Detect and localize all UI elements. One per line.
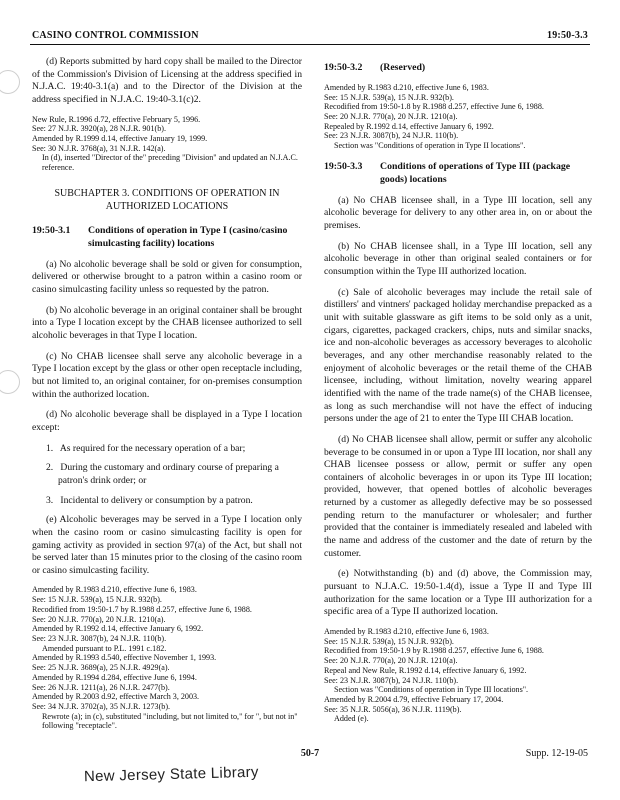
paragraph-b: (b) No CHAB licensee shall, in a Type III location, sell any alcoholic beverage in other than original sealed containers or for consumption within the Type III authorized location. <box>324 240 592 277</box>
history-line: See: 35 N.J.R. 5056(a), 36 N.J.R. 1119(b). <box>324 704 462 714</box>
punch-hole-mark <box>0 370 20 394</box>
paragraph-a: (a) No alcoholic beverage shall be sold or given for consumption, delivered or otherwise brought to a patron within a casino room or casino simulcasting facility unless so requested by the patron. <box>32 258 302 295</box>
section-title: (Reserved) <box>380 62 426 73</box>
history-line: Amended by R.2003 d.92, effective March 3, 2003. <box>32 692 200 702</box>
history-line: See: 15 N.J.R. 539(a), 15 N.J.R. 932(b). <box>324 636 454 646</box>
history-note-3 <box>324 83 592 151</box>
library-stamp: New Jersey State Library <box>83 763 259 786</box>
history-line: New Rule, R.1996 d.72, effective February 5, 1996. <box>32 114 201 124</box>
history-line: Amended by R.1992 d.14, effective January 6, 1992. <box>32 624 204 634</box>
history-line: Amended by R.1999 d.14, effective January 19, 1999. <box>32 134 208 144</box>
history-line: See: 15 N.J.R. 539(a), 15 N.J.R. 932(b). <box>324 92 454 102</box>
header-section: 19:50-3.3 <box>547 30 588 41</box>
history-line: See: 30 N.J.R. 3768(a), 31 N.J.R. 142(a). <box>32 143 166 153</box>
history-line: Section was "Conditions of operation in Type II locations". <box>334 141 526 151</box>
history-line: Amended by R.1983 d.210, effective June 6, 1983. <box>324 82 489 92</box>
header-title: CASINO CONTROL COMMISSION <box>32 30 199 41</box>
history-line: See: 27 N.J.R. 3920(a), 28 N.J.R. 901(b). <box>32 124 166 134</box>
section-number: 19:50-3.2 <box>324 62 363 73</box>
list-item <box>32 462 302 487</box>
history-line: Recodified from 19:50-1.8 by R.1988 d.257, effective June 6, 1988. <box>324 102 544 112</box>
section-heading-3-1 <box>32 225 302 251</box>
history-line: See: 23 N.J.R. 3087(b), 24 N.J.R. 110(b). <box>324 675 459 685</box>
history-line: Amended by R.1994 d.284, effective June 6, 1994. <box>32 672 197 682</box>
paragraph-d: (d) No alcoholic beverage shall be displayed in a Type I location except: <box>32 409 302 433</box>
section-heading-3-3 <box>324 161 592 187</box>
history-line: See: 20 N.J.R. 770(a), 20 N.J.R. 1210(a). <box>324 656 458 666</box>
section-heading-3-2 <box>324 62 592 75</box>
list-text: Incidental to delivery or consumption by a patron. <box>60 494 253 506</box>
history-note-2 <box>32 585 302 731</box>
history-line: Recodified from 19:50-1.9 by R.1988 d.257, effective June 6, 1988. <box>324 646 544 656</box>
history-line: Repeal and New Rule, R.1992 d.14, effective January 6, 1992. <box>324 665 527 675</box>
page-number: 50-7 <box>300 748 320 759</box>
history-line: See: 23 N.J.R. 3087(b), 24 N.J.R. 110(b). <box>324 131 459 141</box>
paragraph-e: (e) Alcoholic beverages may be served in a Type I location only when the casino room or casino simulcasting facility is open for gaming activity as provided in section 97(a) of the Act, but shall not be served later than 15 minutes prior to the closing of the casino room or casino simulcasting facility. <box>32 514 302 576</box>
right-column <box>324 56 592 734</box>
paragraph-c: (c) Sale of alcoholic beverages may include the retail sale of distillers' and vintners' packaged holiday merchandise prepacked as a unit with suitable glassware as gift items to be sold only as a unit, cigars, cigarettes, packaged crackers, chips, nuts and similar snacks, ice and non-alcoholic beverages as accessory beverages to alcoholic beverages, and any other merchandise reasonably related to the enjoyment of alcoholic beverages or the retail theme of the CHAB licensee, including, without limitation, novelty wearing apparel identified with the name of the trade name(s) of the CHAB licensee, as long as such merchandise will not have the effect of inducing persons under the age of 21 to enter the Type III CHAB location. <box>324 286 592 425</box>
paragraph-e: (e) Notwithstanding (b) and (d) above, the Commission may, pursuant to N.J.A.C. 19:50-1.4(d), issue a Type II and Type III authorization for the same location or a Type III authorization for a specific area of a Type II authorized location. <box>324 568 592 618</box>
paragraph-d-reports: (d) Reports submitted by hard copy shall be mailed to the Director of the Commission's Division of Licensing at the address specified in N.J.A.C. 19:40-3.1(a) and to the Director of the Division at the address specified in N.J.A.C. 19:40-3.1(c)2. <box>32 56 302 105</box>
history-line: Recodified from 19:50-1.7 by R.1988 d.257, effective June 6, 1988. <box>32 604 252 614</box>
history-line: Rewrote (a); in (c), substituted "including, but not limited to," for ", but not in" following "receptacle". <box>42 711 298 731</box>
paragraph-b: (b) No alcoholic beverage in an original container shall be brought into a Type I location except by the CHAB licensee authorized to sell alcoholic beverages in that Type I location. <box>32 304 302 341</box>
history-note-4 <box>324 627 592 724</box>
list-item <box>32 443 302 456</box>
history-line: See: 25 N.J.R. 3689(a), 25 N.J.R. 4929(a). <box>32 663 170 673</box>
section-number: 19:50-3.1 <box>32 224 71 236</box>
paragraph-d: (d) No CHAB licensee shall allow, permit or suffer any alcoholic beverage to be consumed in or upon a Type III location, nor shall any CHAB licensee possess or allow, permit or suffer any open containers of alcoholic beverages in or upon its Type III location; provided, however, that opened bottles of alcoholic beverages returned by a customer as allegedly defective may be so possessed pending return to the manufacturer or wholesaler; and further provided that the container is immediately resealed and labeled with the name and address of the customer and the date of return by the customer. <box>324 433 592 559</box>
history-line: See: 20 N.J.R. 770(a), 20 N.J.R. 1210(a). <box>32 614 166 624</box>
section-title: Conditions of operation in Type I (casino/casino simulcasting facility) locations <box>88 224 288 249</box>
list-text: As required for the necessary operation of a bar; <box>59 442 246 454</box>
history-line: See: 15 N.J.R. 539(a), 15 N.J.R. 932(b). <box>32 595 162 605</box>
history-line: Amended by R.1983 d.210, effective June 6, 1983. <box>32 585 197 595</box>
history-line: In (d), inserted "Director of the" preceding "Division" and updated an N.J.A.C. reference. <box>42 153 298 173</box>
paragraph-c: (c) No CHAB licensee shall serve any alcoholic beverage in a Type I location except by the glass or other open receptacle including, but not limited to, an original container, for on-premises consumption within the authorized location. <box>32 350 302 400</box>
list-item <box>32 495 302 508</box>
section-number: 19:50-3.3 <box>324 160 363 172</box>
history-line: Amended pursuant to P.L. 1991 c.182. <box>42 643 167 653</box>
paragraph-a: (a) No CHAB licensee shall, in a Type III location, sell any alcoholic beverage for delivery to any other area in, on or about the premises. <box>324 194 592 231</box>
history-line: Repealed by R.1992 d.14, effective January 6, 1992. <box>324 121 494 131</box>
running-header <box>30 30 590 45</box>
list-text: During the customary and ordinary course of preparing a patron's drink order; or <box>58 462 279 486</box>
history-line: Amended by R.2004 d.79, effective February 17, 2004. <box>324 694 504 704</box>
list-number: 1. <box>46 442 54 454</box>
history-line: See: 26 N.J.R. 1211(a), 26 N.J.R. 2477(b). <box>32 682 170 692</box>
subchapter-heading: SUBCHAPTER 3. CONDITIONS OF OPERATION IN AUTHORIZED LOCATIONS <box>54 187 280 212</box>
history-line: Amended by R.1983 d.210, effective June 6, 1983. <box>324 627 489 637</box>
section-title: Conditions of operations of Type III (package goods) locations <box>380 160 571 185</box>
supplement-date: Supp. 12-19-05 <box>525 748 588 759</box>
history-line: Added (e). <box>334 714 369 724</box>
left-column <box>32 56 302 741</box>
history-line: Section was "Conditions of operation in Type III locations". <box>334 685 529 695</box>
history-line: See: 34 N.J.R. 3702(a), 35 N.J.R. 1273(b). <box>32 701 171 711</box>
history-line: See: 23 N.J.R. 3087(b), 24 N.J.R. 110(b). <box>32 633 167 643</box>
list-number: 3. <box>46 494 54 506</box>
history-line: Amended by R.1993 d.540, effective November 1, 1993. <box>32 653 217 663</box>
history-note-1 <box>32 115 302 173</box>
punch-hole-mark <box>0 70 20 94</box>
list-number: 2. <box>46 462 54 474</box>
history-line: See: 20 N.J.R. 770(a), 20 N.J.R. 1210(a). <box>324 112 458 122</box>
